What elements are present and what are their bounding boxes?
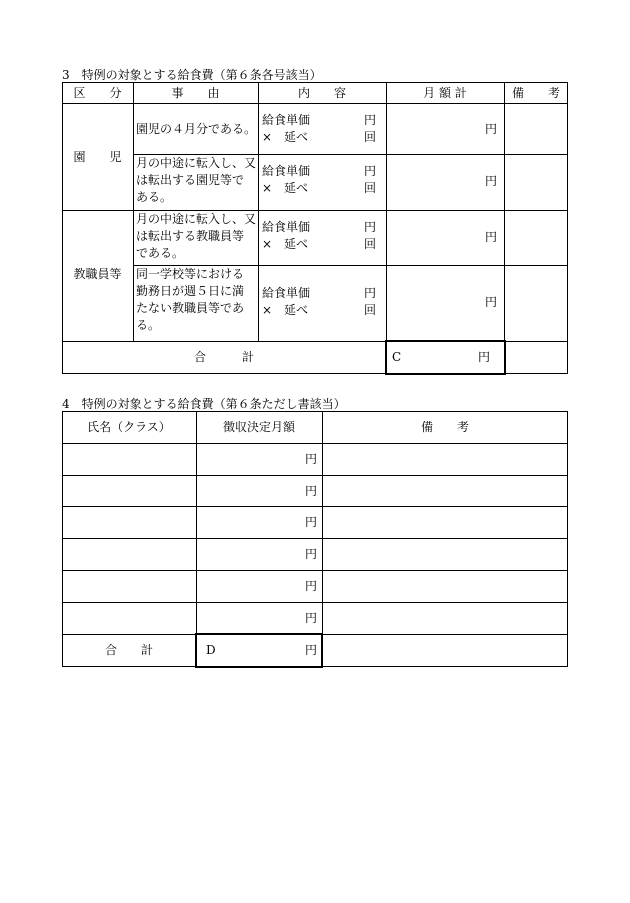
section3-total-unit: 円 bbox=[477, 350, 490, 364]
row-content: 給食単価 円 × 延べ 回 bbox=[262, 286, 376, 317]
row-reason: 同一学校等における 勤務日が週５日に満 たない教職員等であ る。 bbox=[136, 267, 245, 332]
section4-total-letter: D bbox=[206, 643, 216, 657]
row-reason: 月の中途に転入し、又 は転出する教職員等 である。 bbox=[136, 212, 257, 260]
table-row[interactable]: 円 bbox=[304, 547, 317, 561]
header-jiyu: 事 由 bbox=[171, 86, 220, 100]
section4-total-unit: 円 bbox=[304, 643, 317, 657]
row-amount-unit: 円 bbox=[484, 230, 497, 244]
row-amount-unit: 円 bbox=[484, 122, 497, 136]
table-row[interactable]: 円 bbox=[304, 579, 317, 593]
row-amount-unit: 円 bbox=[484, 174, 497, 188]
row-reason: 月の中途に転入し、又 は転出する園児等で ある。 bbox=[136, 156, 257, 204]
header-name: 氏名（クラス） bbox=[87, 420, 171, 434]
header-amount: 徴収決定月額 bbox=[222, 420, 295, 434]
section4-heading: 4 特例の対象とする給食費（第６条ただし書該当） bbox=[62, 397, 346, 411]
table-row[interactable]: 円 bbox=[304, 515, 317, 529]
header-naiyo: 内 容 bbox=[297, 86, 346, 100]
table-row[interactable]: 円 bbox=[304, 452, 317, 466]
section3-heading: 3 特例の対象とする給食費（第６条各号該当） bbox=[62, 68, 322, 82]
header-getsugaku: 月 額 計 bbox=[423, 86, 467, 100]
group-label-kyoshokuin: 教職員等 bbox=[73, 267, 122, 281]
table-row[interactable]: 円 bbox=[304, 484, 317, 498]
section3-total-letter: C bbox=[392, 350, 402, 364]
row-reason: 園児の４月分である。 bbox=[136, 122, 257, 136]
row-content: 給食単価 円 × 延べ 回 bbox=[262, 113, 376, 144]
row-content: 給食単価 円 × 延べ 回 bbox=[262, 164, 376, 195]
row-amount-unit: 円 bbox=[484, 295, 497, 309]
section3-total-label: 合 計 bbox=[193, 350, 254, 364]
table-row[interactable]: 円 bbox=[304, 611, 317, 625]
header-biko: 備 考 bbox=[511, 86, 560, 100]
header-kubun: 区 分 bbox=[73, 86, 122, 100]
group-label-enji: 園 児 bbox=[73, 150, 122, 164]
section4-total-label: 合 計 bbox=[104, 643, 153, 657]
header-biko: 備 考 bbox=[420, 420, 469, 434]
row-content: 給食単価 円 × 延べ 回 bbox=[262, 220, 376, 251]
